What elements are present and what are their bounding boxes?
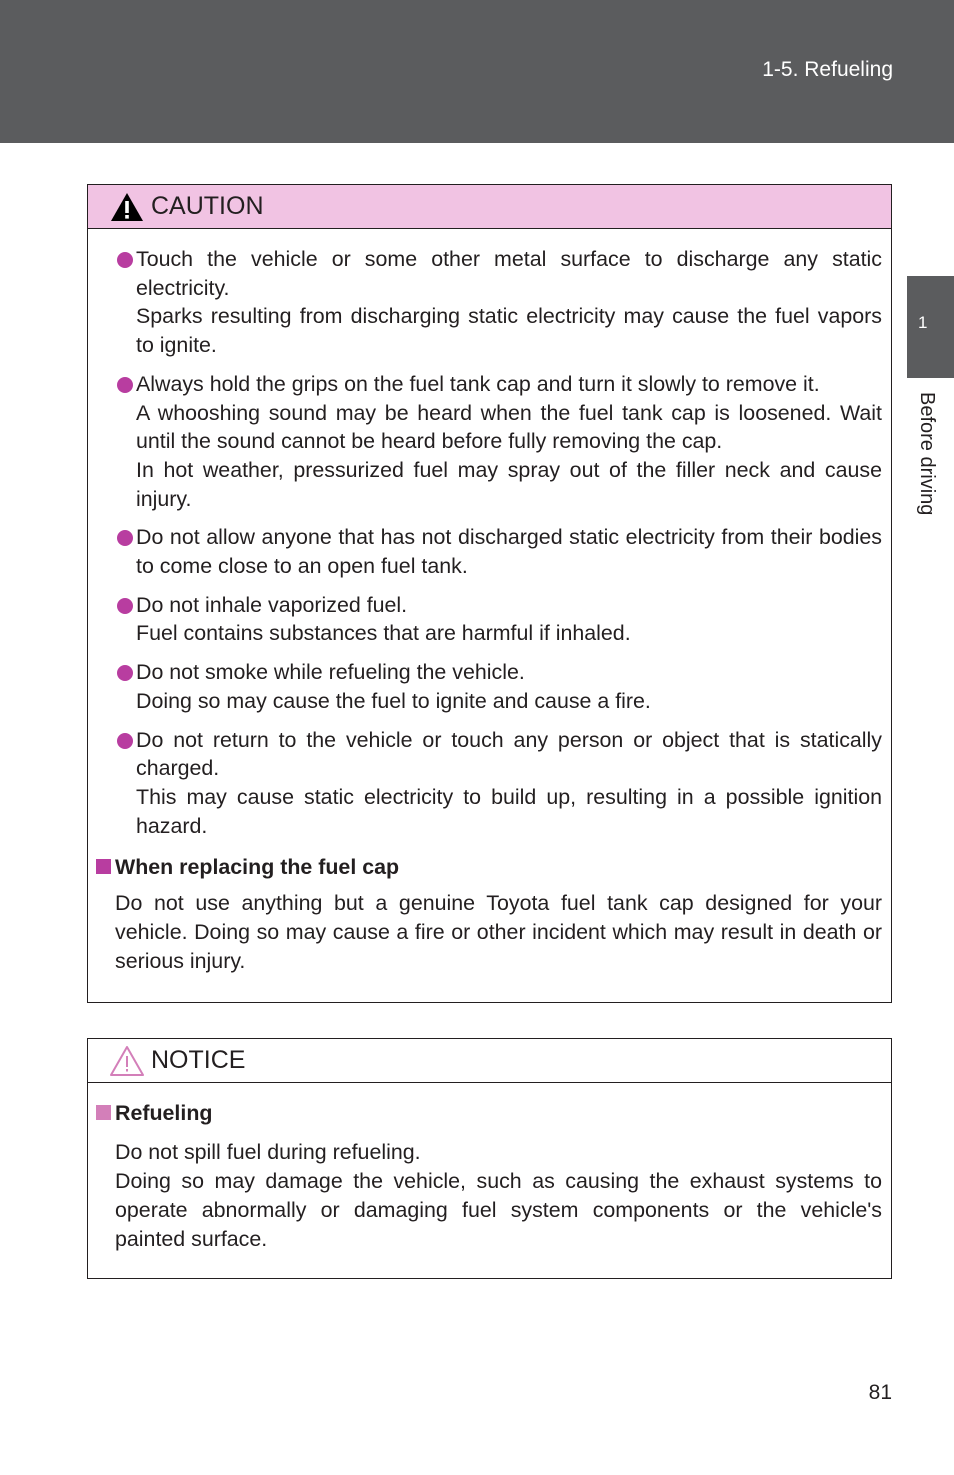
subsection-paragraph	[88, 1138, 891, 1254]
notice-header	[88, 1039, 891, 1083]
list-item	[88, 245, 891, 360]
notice-triangle-icon	[109, 1045, 145, 1082]
subsection-paragraph	[88, 889, 891, 976]
caution-header	[88, 185, 891, 229]
bullet-text: A whooshing sound may be heard when the fuel tank cap is loosened. Wait until the sound cannot be heard before fully removing the cap.	[136, 400, 882, 454]
caution-box	[87, 184, 892, 1003]
notice-title: NOTICE	[151, 1046, 246, 1074]
square-bullet-icon	[96, 1105, 111, 1120]
paragraph-text: Doing so may damage the vehicle, such as causing the exhaust systems to operate abnormally or damaging fuel system components or the vehicle's painted surface.	[115, 1169, 882, 1251]
bullet-dot-icon	[117, 598, 133, 614]
bullet-text: Always hold the grips on the fuel tank cap and turn it slowly to remove it.	[136, 371, 820, 396]
fuel-cap-section	[88, 853, 891, 976]
warning-triangle-icon	[109, 191, 145, 228]
chapter-tab	[907, 276, 954, 378]
paragraph-text: Do not use anything but a genuine Toyota fuel tank cap designed for your vehicle. Doing so may cause a fire or other incident which may result in death or serious injury.	[115, 891, 882, 973]
bullet-dot-icon	[117, 377, 133, 393]
bullet-dot-icon	[117, 530, 133, 546]
bullet-text: Sparks resulting from discharging static electricity may cause the fuel vapors to ignite.	[136, 304, 882, 358]
bullet-dot-icon	[117, 252, 133, 268]
chapter-number: 1	[918, 313, 928, 332]
list-item	[88, 591, 891, 648]
list-item	[88, 726, 891, 841]
caution-bullets	[88, 245, 891, 840]
bullet-text: Do not return to the vehicle or touch any person or object that is statically charged.	[136, 727, 882, 781]
subsection-heading	[88, 1099, 891, 1127]
bullet-dot-icon	[117, 665, 133, 681]
chapter-label: Before driving	[916, 392, 938, 516]
subsection-heading-text: Refueling	[115, 1101, 213, 1125]
bullet-text: Do not smoke while refueling the vehicle.	[136, 660, 525, 685]
list-item	[88, 523, 891, 580]
bullet-text: This may cause static electricity to build up, resulting in a possible ignition hazard.	[136, 784, 882, 838]
bullet-text: In hot weather, pressurized fuel may spray out of the filler neck and cause injury.	[136, 457, 882, 511]
bullet-text: Doing so may cause the fuel to ignite and cause a fire.	[136, 688, 651, 713]
subsection-heading-text: When replacing the fuel cap	[115, 855, 400, 879]
list-item	[88, 658, 891, 715]
square-bullet-icon	[96, 859, 111, 874]
section-title: 1-5. Refueling	[762, 58, 893, 81]
list-item	[88, 370, 891, 514]
bullet-text: Do not inhale vaporized fuel.	[136, 592, 408, 617]
bullet-text: Do not allow anyone that has not discharged static electricity from their bodies to come close to an open fuel tank.	[136, 525, 882, 579]
subsection-heading	[88, 853, 891, 881]
notice-box	[87, 1038, 892, 1279]
page-number: 81	[868, 1381, 892, 1404]
caution-title: CAUTION	[151, 192, 264, 220]
bullet-text: Fuel contains substances that are harmful if inhaled.	[136, 621, 631, 646]
refueling-section	[88, 1099, 891, 1254]
paragraph-text: Do not spill fuel during refueling.	[115, 1140, 421, 1164]
bullet-dot-icon	[117, 733, 133, 749]
bullet-text: Touch the vehicle or some other metal surface to discharge any static electricity.	[136, 247, 882, 300]
